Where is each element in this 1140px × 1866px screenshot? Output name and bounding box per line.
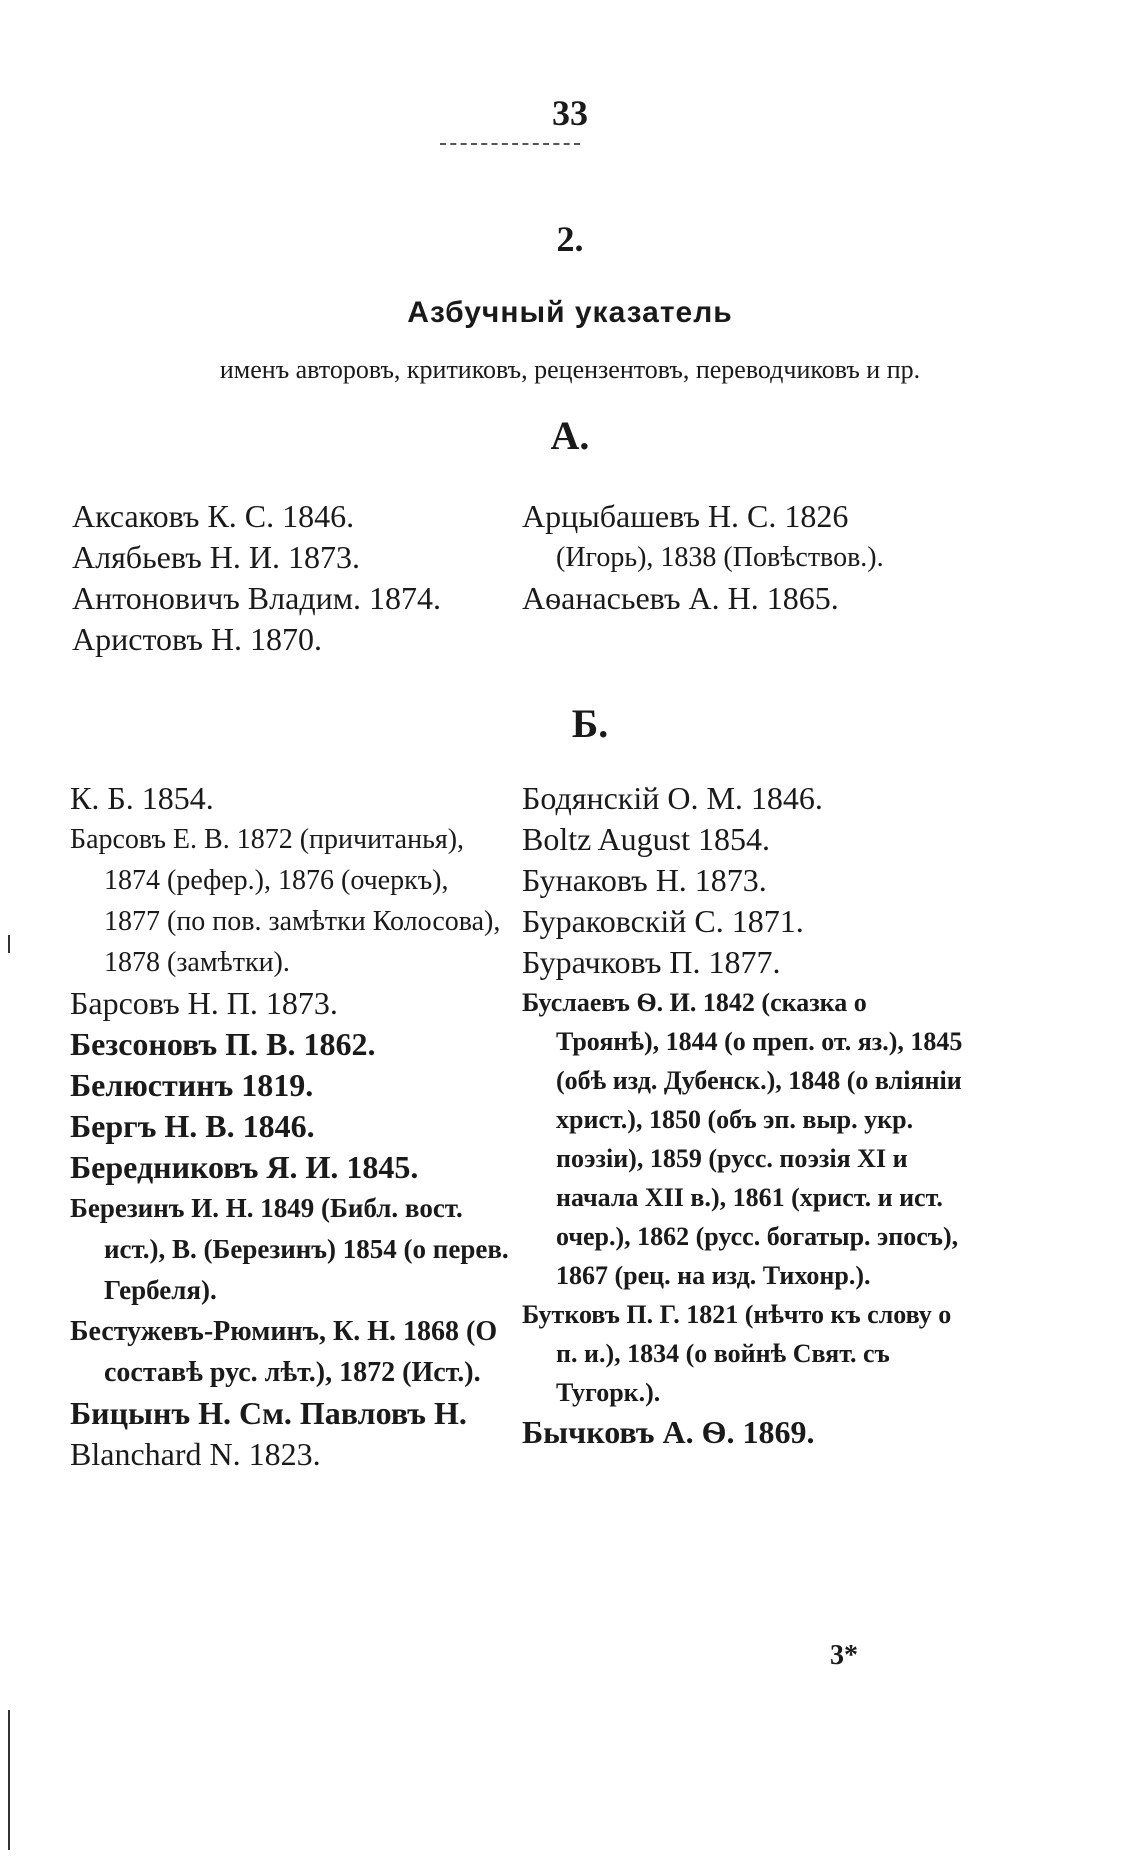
section-b-right-column: [522, 778, 972, 1453]
index-entry: Бодянскій О. М. 1846.: [522, 780, 823, 816]
index-entry: Белюстинъ 1819.: [70, 1067, 314, 1103]
index-entry: Boltz August 1854.: [522, 821, 771, 857]
index-title: Азбучный указатель: [407, 296, 733, 329]
index-entry: К. Б. 1854.: [70, 780, 214, 816]
index-entry: Аѳанасьевъ А. Н. 1865.: [522, 580, 839, 616]
index-entry: Бередниковъ Я. И. 1845.: [70, 1149, 419, 1185]
index-entry: Бычковъ А. Ѳ. 1869.: [522, 1414, 815, 1450]
index-entry: Бергъ Н. В. 1846.: [70, 1108, 315, 1144]
index-entry: Барсовъ Е. В. 1872 (причитанья), 1874 (рефер.), 1876 (очеркъ), 1877 (по пов. замѣтки Колосова), 1878 (замѣтки).: [70, 824, 501, 978]
index-entry: Алябьевъ Н. И. 1873.: [72, 539, 360, 575]
page-number: 33: [552, 93, 588, 133]
index-entry: Бураковскій С. 1871.: [522, 903, 804, 939]
index-entry: Бестужевъ-Рюминъ, К. Н. 1868 (О составѣ рус. лѣт.), 1872 (Ист.).: [70, 1316, 498, 1388]
letter-heading-a: А.: [550, 413, 590, 458]
index-entry: Бурачковъ П. 1877.: [522, 944, 781, 980]
index-entry: Бунаковъ Н. 1873.: [522, 862, 767, 898]
index-entry: Безсоновъ П. В. 1862.: [70, 1026, 376, 1062]
index-entry: Бицынъ Н. См. Павловъ Н.: [70, 1395, 467, 1431]
index-entry: Буслаевъ Ѳ. И. 1842 (сказка о Троянѣ), 1844 (о преп. от. яз.), 1845 (обѣ изд. Дубенск.), 1848 (о вліяніи христ.), 1850 (объ эп. выр. укр. поэзіи), 1859 (русс. поэзія XI и начала XII в.), 1861 (христ. и ист. очер.), 1862 (русс. богатыр. эпосъ), 1867 (рец. на изд. Тихонр.).: [522, 988, 963, 1290]
binding-edge-mark: [8, 1710, 10, 1850]
index-entry: Барсовъ Н. П. 1873.: [70, 985, 338, 1021]
index-entry: Бутковъ П. Г. 1821 (нѣчто къ слову о п. и.), 1834 (о войнѣ Свят. съ Тугорк.).: [522, 1300, 952, 1407]
index-subtitle: именъ авторовъ, критиковъ, рецензентовъ, переводчиковъ и пр.: [219, 355, 921, 384]
index-entry: (Игорь), 1838 (Повѣствов.).: [556, 542, 884, 573]
letter-heading-b: Б.: [571, 701, 609, 746]
binding-edge-mark: [8, 935, 10, 953]
section-a-left-column: [72, 496, 441, 660]
section-b-left-column: [70, 778, 510, 1475]
index-entry: Антоновичъ Владим. 1874.: [72, 580, 441, 616]
printer-signature-mark: 3*: [830, 1640, 858, 1671]
index-entry: Blanchard N. 1823.: [70, 1436, 321, 1472]
index-entry: Аксаковъ К. С. 1846.: [72, 498, 355, 534]
section-a-right-column: [522, 496, 972, 619]
section-number: 2.: [556, 219, 584, 259]
index-entry: Березинъ И. Н. 1849 (Библ. вост. ист.), В. (Березинъ) 1854 (о перев. Гербеля).: [70, 1193, 509, 1305]
header-rule: [440, 143, 580, 145]
index-entry: Аристовъ Н. 1870.: [72, 621, 322, 657]
index-entry: Арцыбашевъ Н. С. 1826: [522, 498, 849, 534]
